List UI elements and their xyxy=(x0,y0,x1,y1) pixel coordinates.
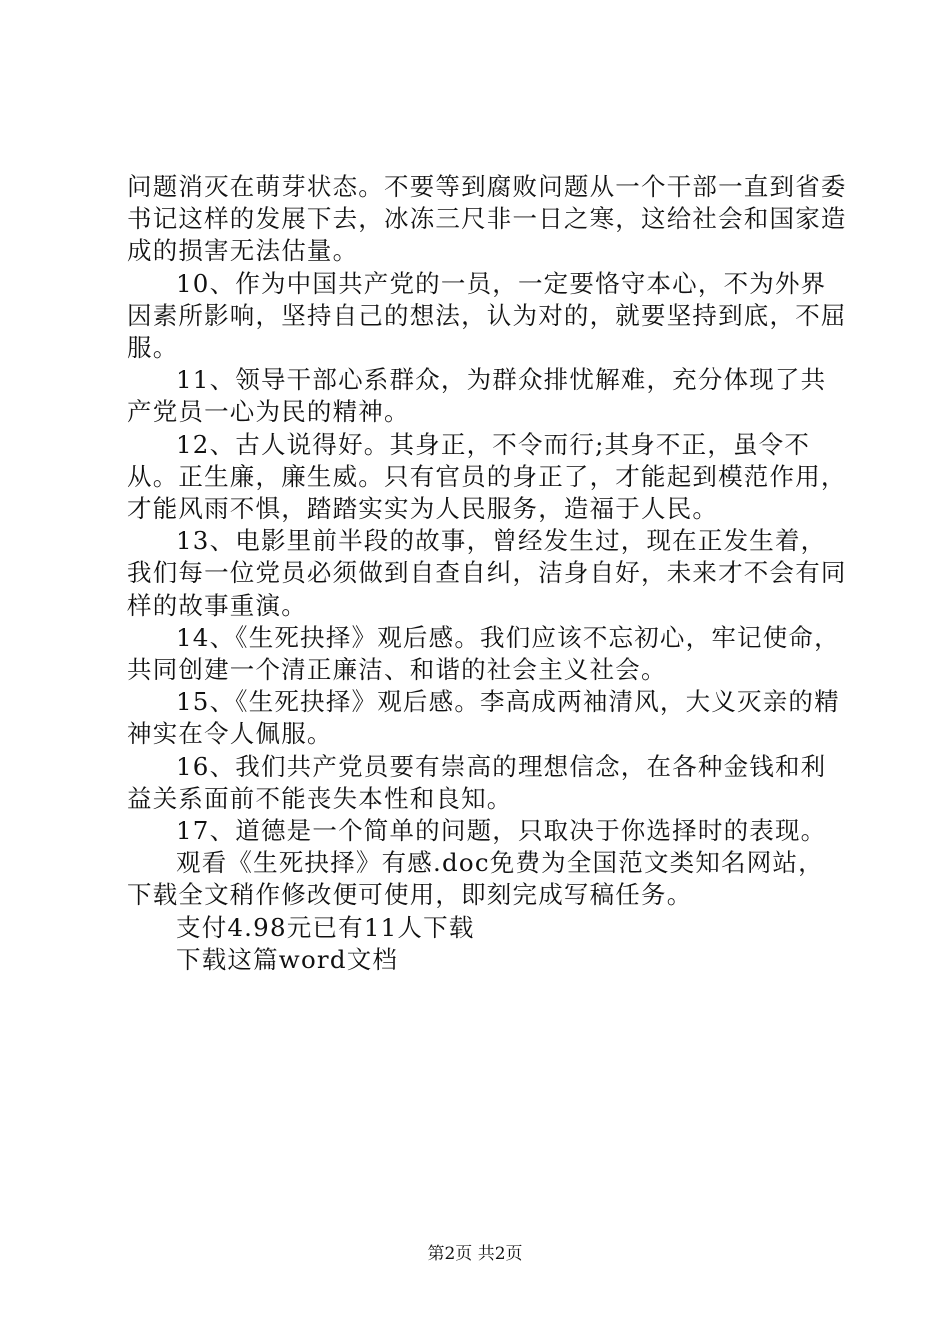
document-body xyxy=(127,171,847,976)
paragraph-2: 10、作为中国共产党的一员，一定要恪守本心，不为外界因素所影响，坚持自己的想法，认为对的，就要坚持到底，不屈服。 xyxy=(127,268,847,363)
paragraph-6: 14、《生死抉择》观后感。我们应该不忘初心，牢记使命，共同创建一个清正廉洁、和谐的社会主义社会。 xyxy=(127,622,840,685)
page-footer: 第2页 共2页 xyxy=(427,1244,523,1264)
paragraph-7: 15、《生死抉择》观后感。李高成两袖清风，大义灭亲的精神实在令人佩服。 xyxy=(127,687,840,749)
paragraph-8: 16、我们共产党员要有崇高的理想信念，在各种金钱和利益关系面前不能丧失本性和良知。 xyxy=(127,751,827,813)
paragraph-3: 11、领导干部心系群众，为群众排忧解难，充分体现了共产党员一心为民的精神。 xyxy=(127,365,827,427)
paragraph-1: 问题消灭在萌芽状态。不要等到腐败问题从一个干部一直到省委书记这样的发展下去，冰冻三尺非一日之寒，这给社会和国家造成的损害无法估量。 xyxy=(127,172,847,266)
payment-download-count: 支付4.98元已有11人下载 xyxy=(176,912,475,942)
paragraph-9: 17、道德是一个简单的问题，只取决于你选择时的表现。 xyxy=(176,816,827,846)
download-document-link[interactable]: 下载这篇word文档 xyxy=(176,944,399,974)
paragraph-10: 观看《生死抉择》有感.doc免费为全国范文类知名网站，下载全文稍作修改便可使用，即刻完成写稿任务。 xyxy=(127,848,824,910)
paragraph-4: 12、古人说得好。其身正，不令而行;其身不正，虽令不从。正生廉，廉生威。只有官员的身正了，才能起到模范作用，才能风雨不惧，踏踏实实为人民服务，造福于人民。 xyxy=(127,429,847,524)
paragraph-5: 13、电影里前半段的故事，曾经发生过，现在正发生着，我们每一位党员必须做到自查自纠，洁身自好，未来才不会有同样的故事重演。 xyxy=(127,526,847,620)
